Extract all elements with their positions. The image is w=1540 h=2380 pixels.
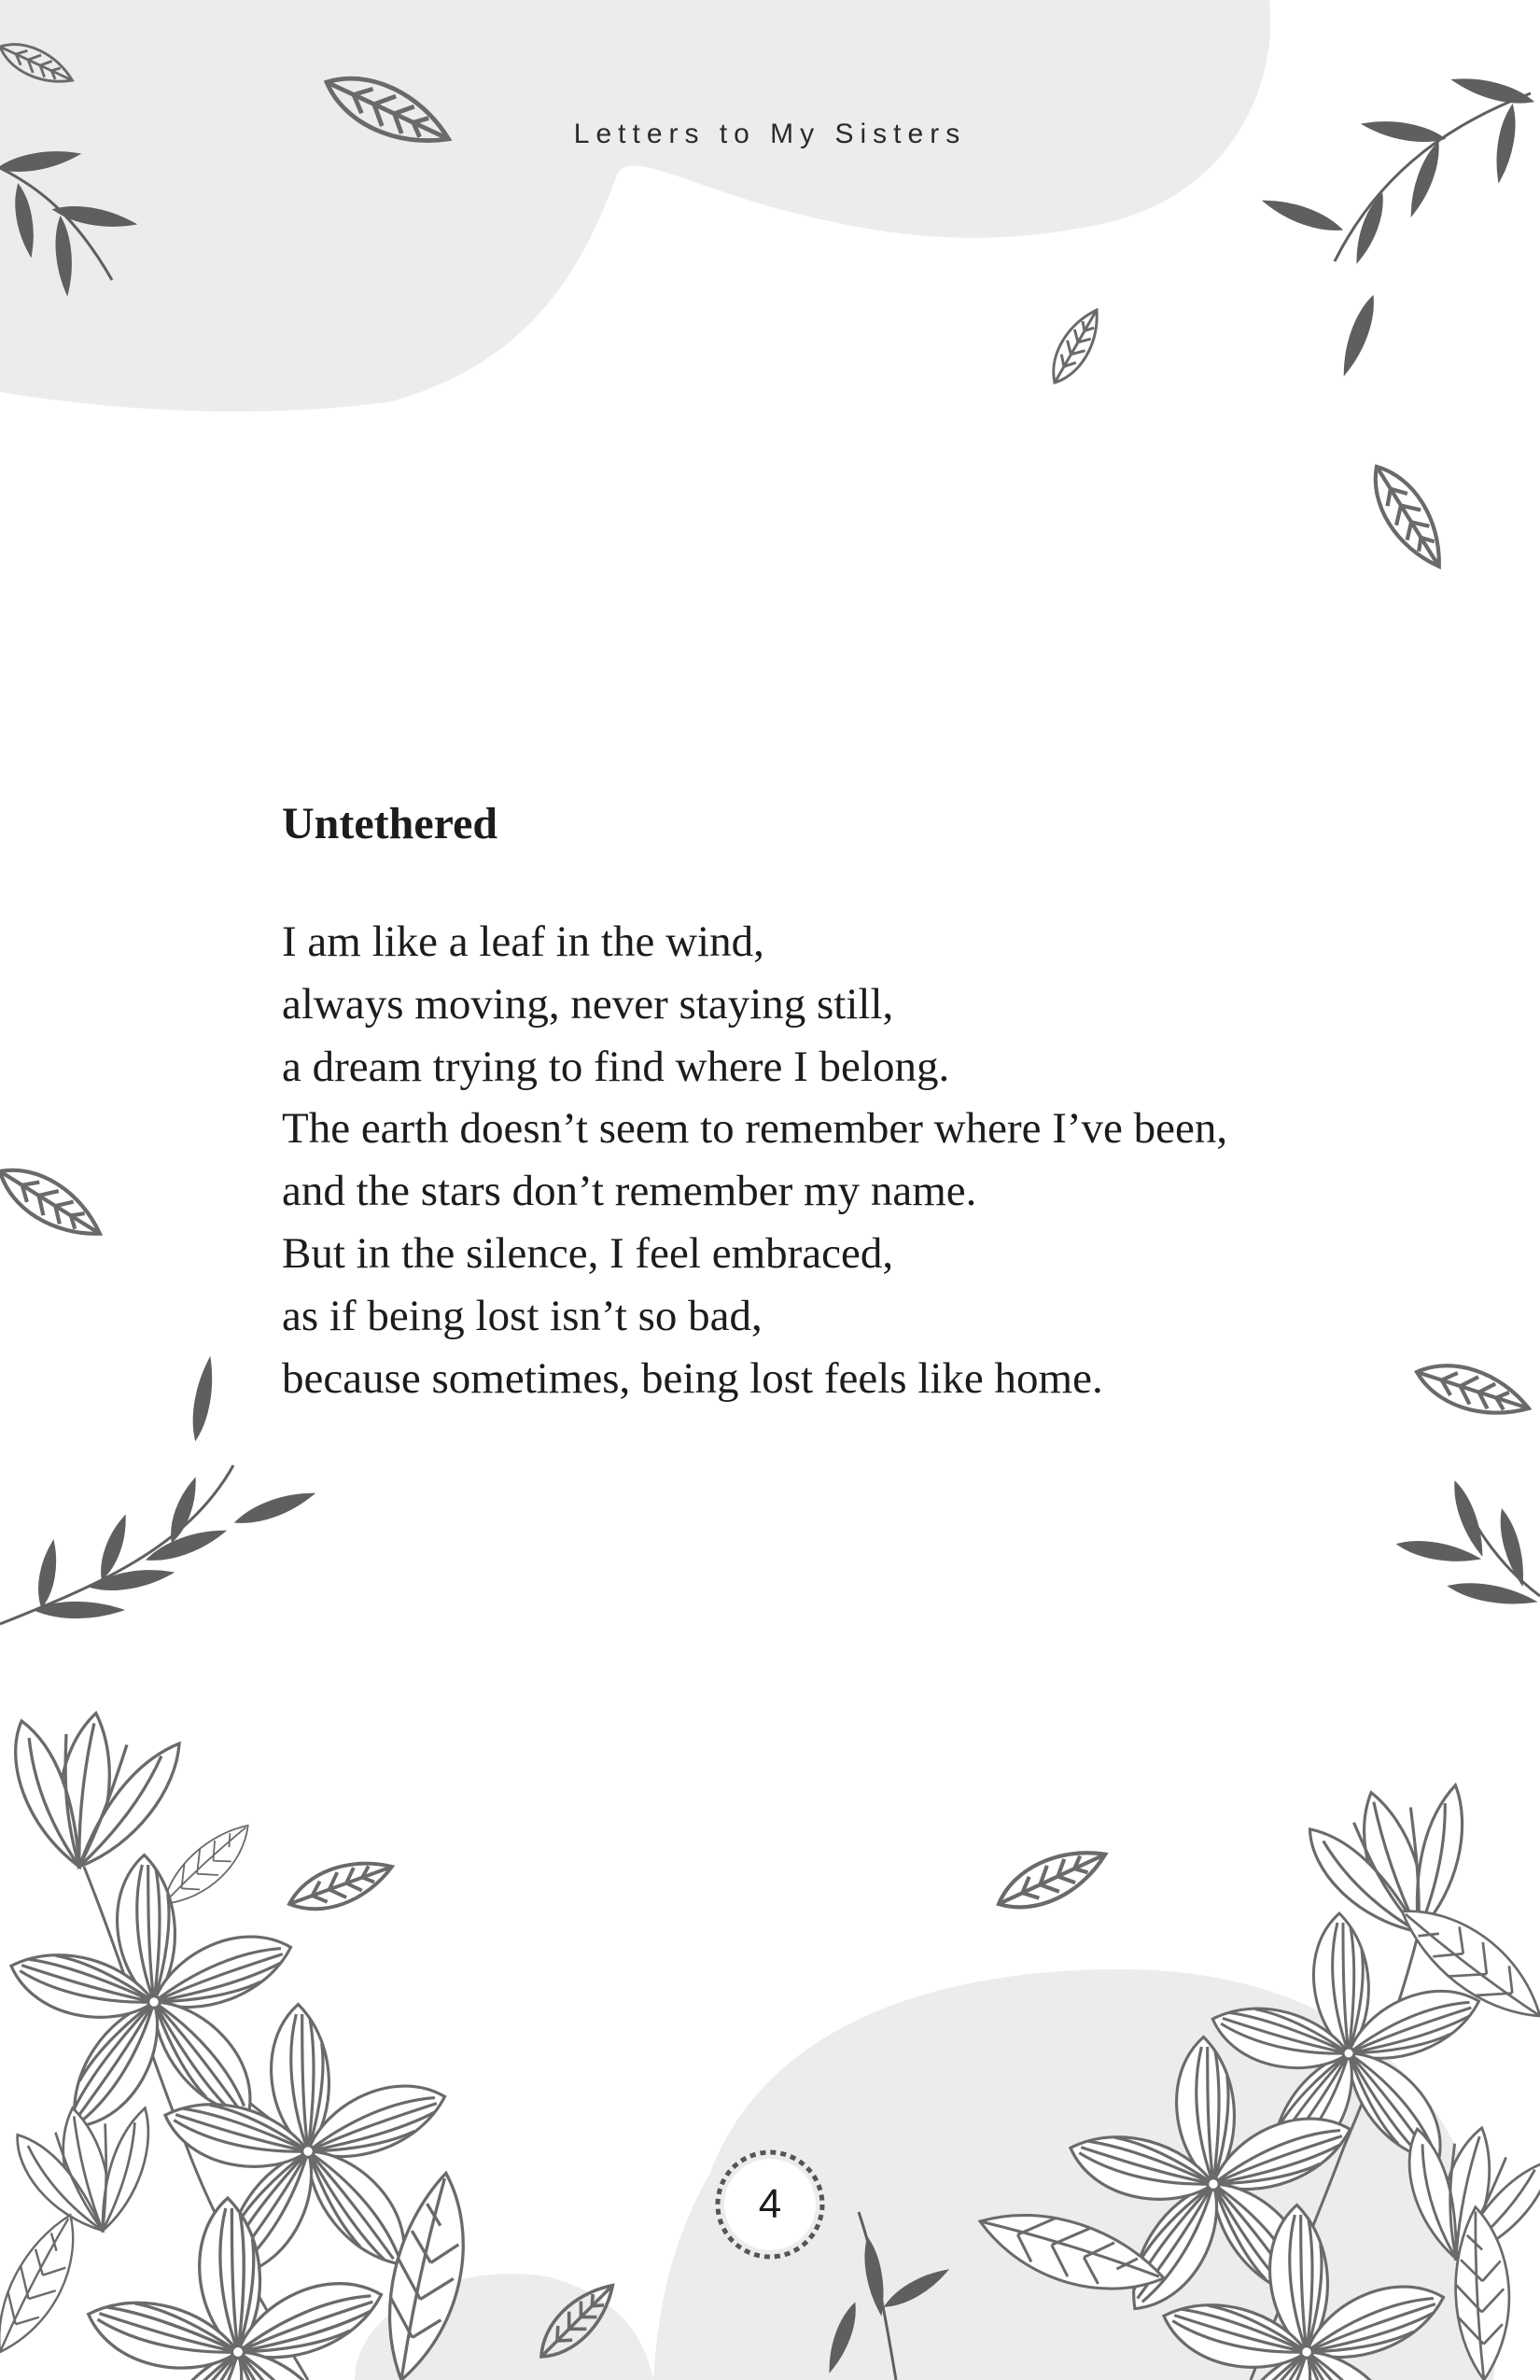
floral-left — [0, 1701, 518, 2380]
poem-line: But in the silence, I feel embraced, — [282, 1228, 894, 1278]
poem-lines — [282, 911, 1402, 1409]
poem-line: a dream trying to find where I belong. — [282, 1042, 950, 1091]
poem-title: Untethered — [282, 799, 498, 848]
poem-line: and the stars don’t remember my name. — [282, 1167, 977, 1216]
page-number-badge — [712, 2147, 828, 2262]
poem-line: The earth doesn’t seem to remember where I’ve been, — [282, 1104, 1228, 1154]
top-blob — [0, 0, 1270, 412]
poem — [282, 793, 1402, 1409]
page-number: 4 — [758, 2181, 782, 2227]
running-header: Letters to My Sisters — [573, 119, 967, 149]
poem-line: because sometimes, being lost feels like home. — [282, 1353, 1103, 1403]
poem-line: I am like a leaf in the wind, — [282, 917, 764, 966]
poem-line: as if being lost isn’t so bad, — [282, 1291, 763, 1340]
poem-line: always moving, never staying still, — [282, 979, 894, 1029]
